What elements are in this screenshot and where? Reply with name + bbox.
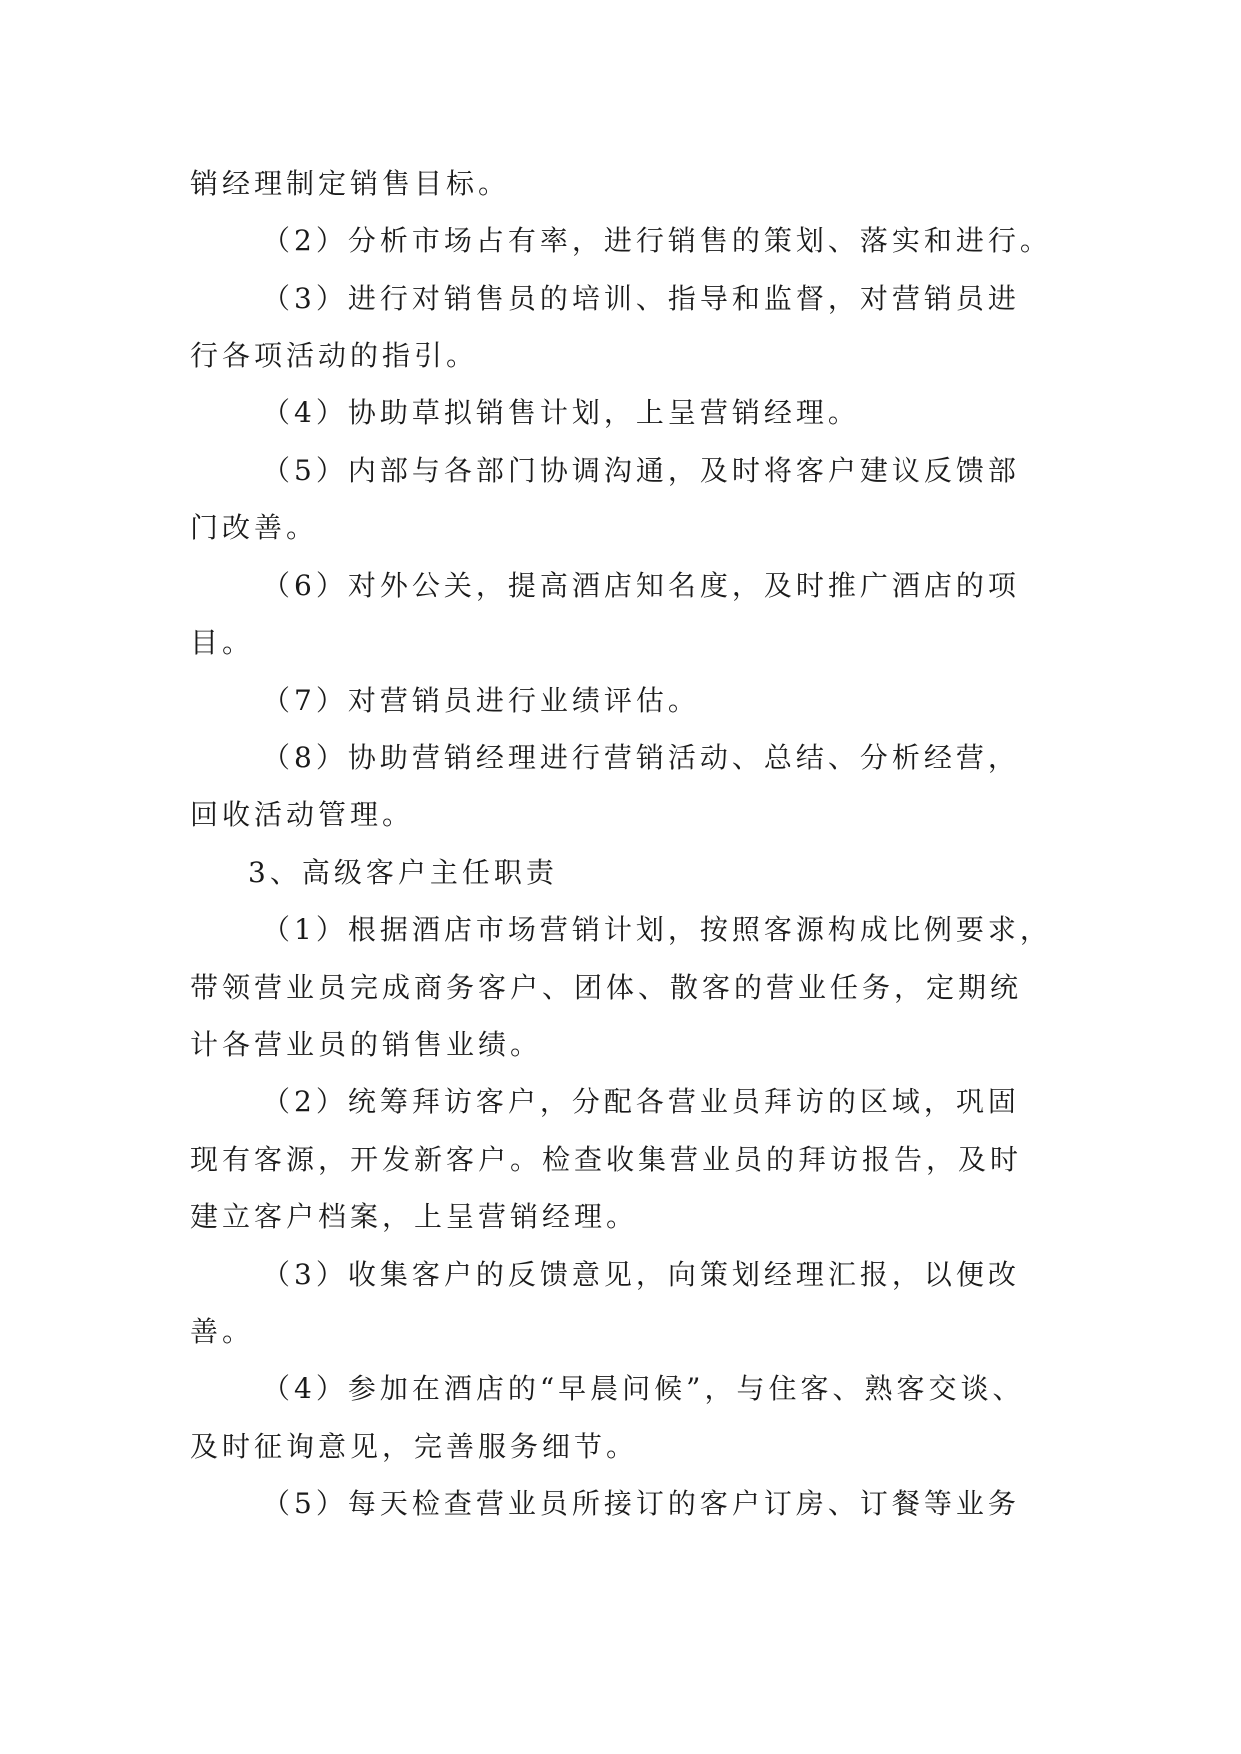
text-line: 门改善。 [190,511,319,544]
text-line: 建立客户档案，上呈营销经理。 [190,1200,639,1233]
text-line: （4）参加在酒店的“早晨问候”，与住客、熟客交谈、 [262,1372,1025,1405]
text-line: 带领营业员完成商务客户、团体、散客的营业任务，定期统 [190,971,1023,1004]
text-line: （6）对外公关，提高酒店知名度，及时推广酒店的项 [262,569,1020,602]
text-line: （2）统筹拜访客户，分配各营业员拜访的区域，巩固 [262,1085,1020,1118]
text-line: 销经理制定销售目标。 [190,167,511,200]
text-line: （1）根据酒店市场营销计划，按照客源构成比例要求， [262,913,1052,946]
text-line: （7）对营销员进行业绩评估。 [262,684,700,717]
text-line: （8）协助营销经理进行营销活动、总结、分析经营， [262,741,1020,774]
text-line: 善。 [190,1315,255,1348]
text-line: 行各项活动的指引。 [190,339,479,372]
text-line: 及时征询意见，完善服务细节。 [190,1430,639,1463]
section-heading: 3、高级客户主任职责 [248,856,558,889]
text-line: （5）内部与各部门协调沟通，及时将客户建议反馈部 [262,454,1020,487]
text-line: 计各营业员的销售业绩。 [190,1028,543,1061]
text-line: 回收活动管理。 [190,798,415,831]
text-line: 目。 [190,626,255,659]
text-line: （4）协助草拟销售计划，上呈营销经理。 [262,396,860,429]
text-line: （3）进行对销售员的培训、指导和监督，对营销员进 [262,282,1020,315]
text-line: （3）收集客户的反馈意见，向策划经理汇报，以便改 [262,1258,1020,1291]
text-line: （5）每天检查营业员所接订的客户订房、订餐等业务 [262,1487,1020,1520]
text-line: 现有客源，开发新客户。检查收集营业员的拜访报告，及时 [190,1143,1023,1176]
text-line: （2）分析市场占有率，进行销售的策划、落实和进行。 [262,224,1052,257]
